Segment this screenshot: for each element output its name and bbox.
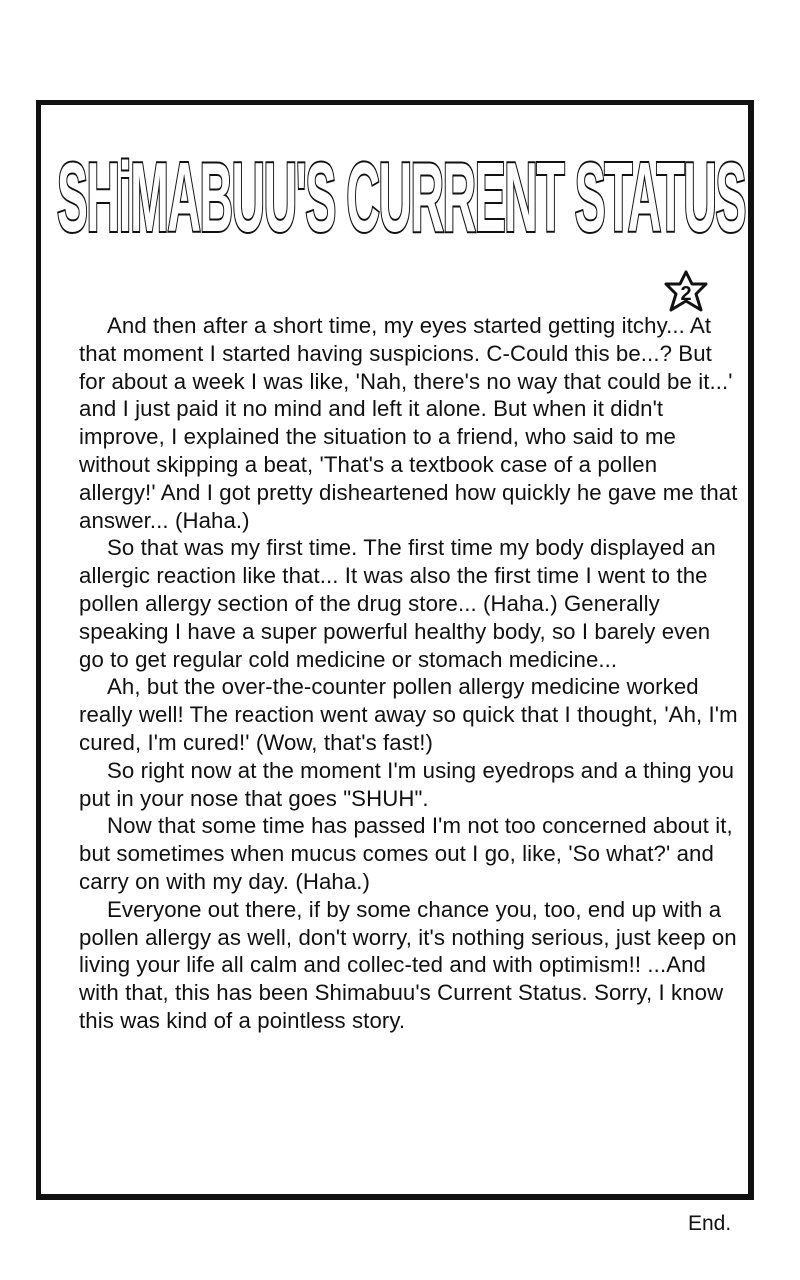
paragraph: Everyone out there, if by some chance you, too, end up with a pollen allergy as well, don't worry, it's nothing serious, just keep on living your life all calm and collec-ted and with optimism!! ...And with that, this has been Shimabuu's Current Status. Sorry, I know this was kind of a pointless story. xyxy=(79,896,737,1033)
title-banner xyxy=(51,113,751,273)
star-badge xyxy=(663,270,709,316)
paragraph: Now that some time has passed I'm not too concerned about it, but sometimes when mucus comes out I go, like, 'So what?' and carry on with my day. (Haha.) xyxy=(79,813,733,894)
paragraph: So that was my first time. The first time my body displayed an allergic reaction like that... It was also the first time I went to the pollen allergy section of the drug store... (Haha.) Generally speaking I have a super powerful healthy body, so I barely even go to get regular cold medicine or stomach medicine... xyxy=(79,535,716,672)
title-graphic xyxy=(51,113,751,273)
paragraph: Ah, but the over-the-counter pollen allergy medicine worked really well! The reaction went away so quick that I thought, 'Ah, I'm cured, I'm cured!' (Wow, that's fast!) xyxy=(79,674,738,755)
badge-number: 2 xyxy=(680,283,692,305)
body-text xyxy=(79,312,739,1035)
paragraph: So right now at the moment I'm using eyedrops and a thing you put in your nose that goes "SHUH". xyxy=(79,757,735,811)
paragraph: And then after a short time, my eyes started getting itchy... At that moment I started having suspicions. C-Could this be...? But for about a week I was like, 'Nah, there's no way that could be it...' and I just paid it no mind and left it alone. But when it didn't improve, I explained the situation to a friend, who said to me without skipping a beat, 'That's a textbook case of a pollen allergy!' And I got pretty disheartened how quickly he gave me that answer... (Haha.) xyxy=(79,313,738,533)
status-frame xyxy=(36,100,754,1200)
end-label: End. xyxy=(688,1212,732,1235)
page-title: SHiMABUU'S CURRENT STATUS xyxy=(57,142,745,252)
